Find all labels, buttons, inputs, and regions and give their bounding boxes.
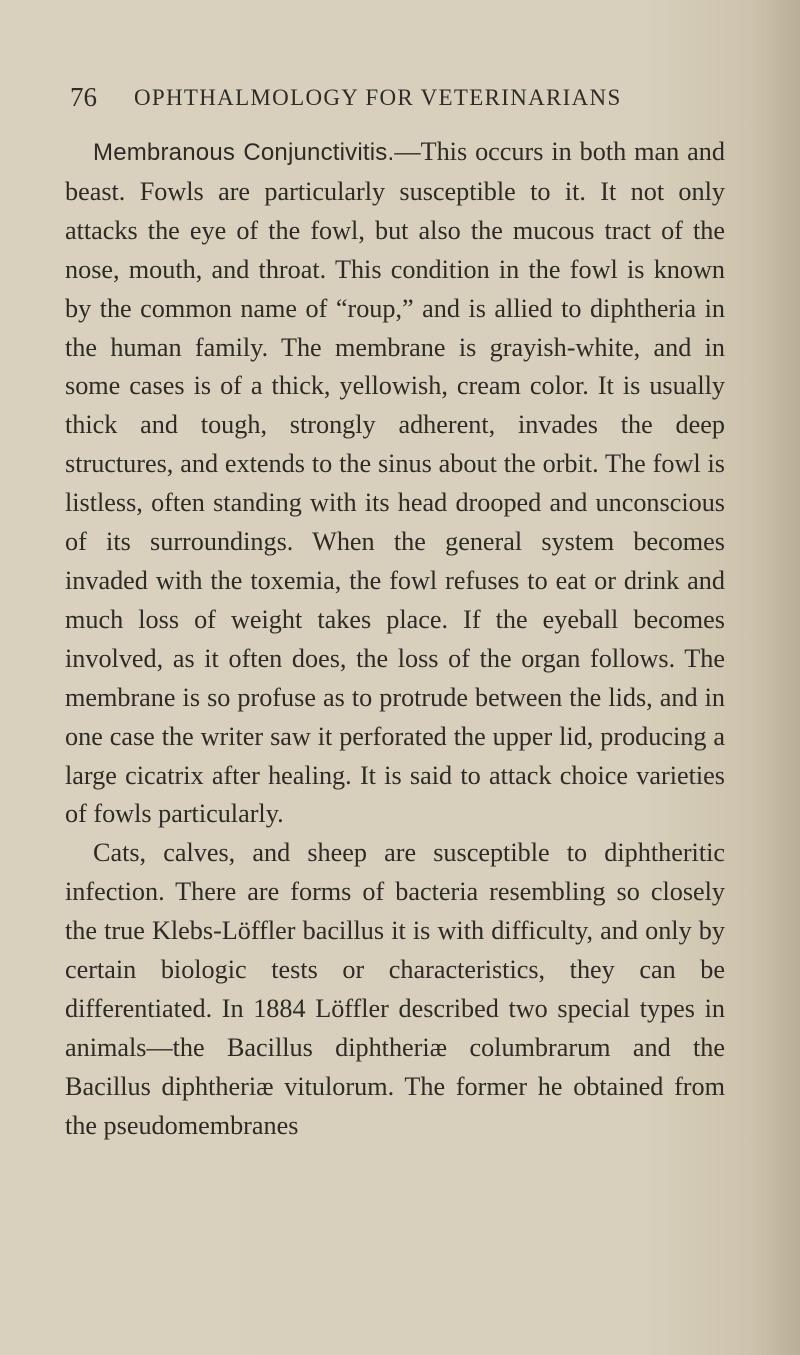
- page-header: [70, 82, 710, 122]
- paragraph-2: [65, 834, 725, 1145]
- page-number: 76: [70, 82, 97, 112]
- paragraph-2-text: Cats, calves, and sheep are susceptible to diphtheritic infection. There are forms of bacteria resembling so closely the true Klebs-Löffler bacillus it is with difficulty, and only by certain biologic tests or characteristics, they can be differentiated. In 1884 Löffler described two special types in animals—the Bacillus diphtheriæ columbrarum and the Bacillus diphtheriæ vitulorum. The former he obtained from the pseudomembranes: [65, 838, 725, 1140]
- paragraph-1: [65, 133, 725, 834]
- section-heading: Membranous Conjunctivitis.: [93, 139, 395, 166]
- paragraph-1-text: —This occurs in both man and beast. Fowls are particularly susceptible to it. It not only attacks the eye of the fowl, but also the mucous tract of the nose, mouth, and throat. This condition in the fowl is known by the common name of “roup,” and is allied to diphtheria in the human family. The membrane is grayish-white, and in some cases is of a thick, yellowish, cream color. It is usually thick and tough, strongly adherent, invades the deep structures, and extends to the sinus about the orbit. The fowl is listless, often standing with its head drooped and unconscious of its surroundings. When the general system becomes invaded with the toxemia, the fowl refuses to eat or drink and much loss of weight takes place. If the eyeball becomes involved, as it often does, the loss of the organ follows. The membrane is so profuse as to protrude between the lids, and in one case the writer saw it perforated the upper lid, producing a large cicatrix after healing. It is said to attack choice varieties of fowls particularly.: [65, 137, 725, 829]
- running-head: OPHTHALMOLOGY FOR VETERINARIANS: [134, 85, 622, 110]
- body-text: [65, 133, 725, 1146]
